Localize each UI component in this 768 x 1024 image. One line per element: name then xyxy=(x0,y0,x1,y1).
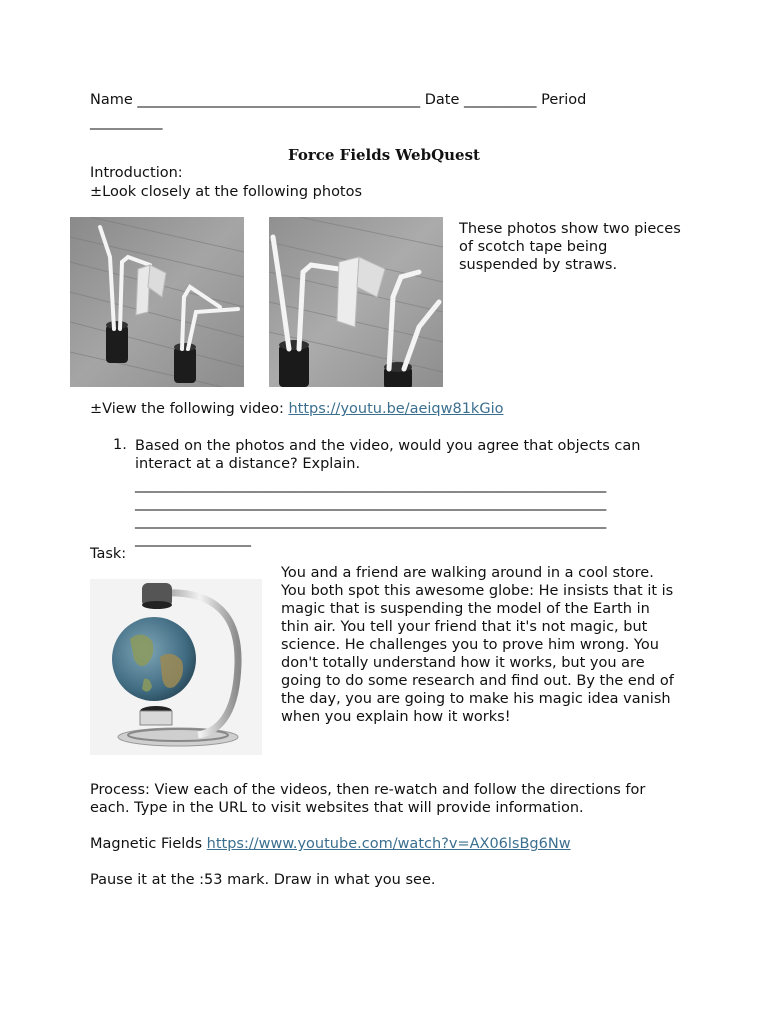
photos-instruction: ±Look closely at the following photos xyxy=(90,184,363,200)
straw-tape-photo-1 xyxy=(70,217,244,387)
question-text: Based on the photos and the video, would you agree that objects can interact at a distance? Explain. xyxy=(135,438,641,472)
answer-lines[interactable] xyxy=(135,476,606,548)
answer-line[interactable]: _________________________________________________________________ xyxy=(135,495,607,511)
page-title: Force Fields WebQuest xyxy=(288,146,480,164)
magnetic-fields-label: Magnetic Fields xyxy=(90,836,207,852)
task-heading: Task: xyxy=(90,546,127,562)
answer-line[interactable]: _________________________________________________________________ xyxy=(135,477,607,493)
floating-globe-image xyxy=(90,579,262,755)
video-label: ±View the following video: xyxy=(90,401,289,417)
task-paragraph: You and a friend are walking around in a cool store. You both spot this awesome globe: He insists that it is magic that is suspending the model of the Earth in thin air. You tell your friend that it's not magic, but science. He challenges you to prove him wrong. You don't totally understand how it works, but you are going to do some research and find out. By the end of the day, you are going to make his magic idea vanish when you explain how it works! xyxy=(281,565,674,725)
magnetic-fields-link[interactable]: https://www.youtube.com/watch?v=AX06lsBg6Nw xyxy=(206,836,571,852)
introduction-heading: Introduction: xyxy=(90,165,183,181)
answer-line[interactable]: _________________________________________________________________ xyxy=(135,513,607,529)
name-date-period-line: Name _______________________________________ Date __________ Period xyxy=(90,92,587,108)
answer-line[interactable]: ________________ xyxy=(135,531,251,547)
pause-instruction: Pause it at the :53 mark. Draw in what you see. xyxy=(90,872,436,888)
process-paragraph: Process: View each of the videos, then re-watch and follow the directions for each. Type in the URL to visit websites that will provide information. xyxy=(90,782,646,816)
magnetic-fields-line xyxy=(90,836,571,852)
video-instruction xyxy=(90,401,503,417)
question-number: 1. xyxy=(113,437,127,453)
period-blank: __________ xyxy=(90,114,163,130)
video-link[interactable]: https://youtu.be/aeiqw81kGio xyxy=(288,401,504,417)
photo-caption: These photos show two pieces of scotch tape being suspended by straws. xyxy=(459,221,681,273)
straw-tape-photo-2 xyxy=(269,217,443,387)
